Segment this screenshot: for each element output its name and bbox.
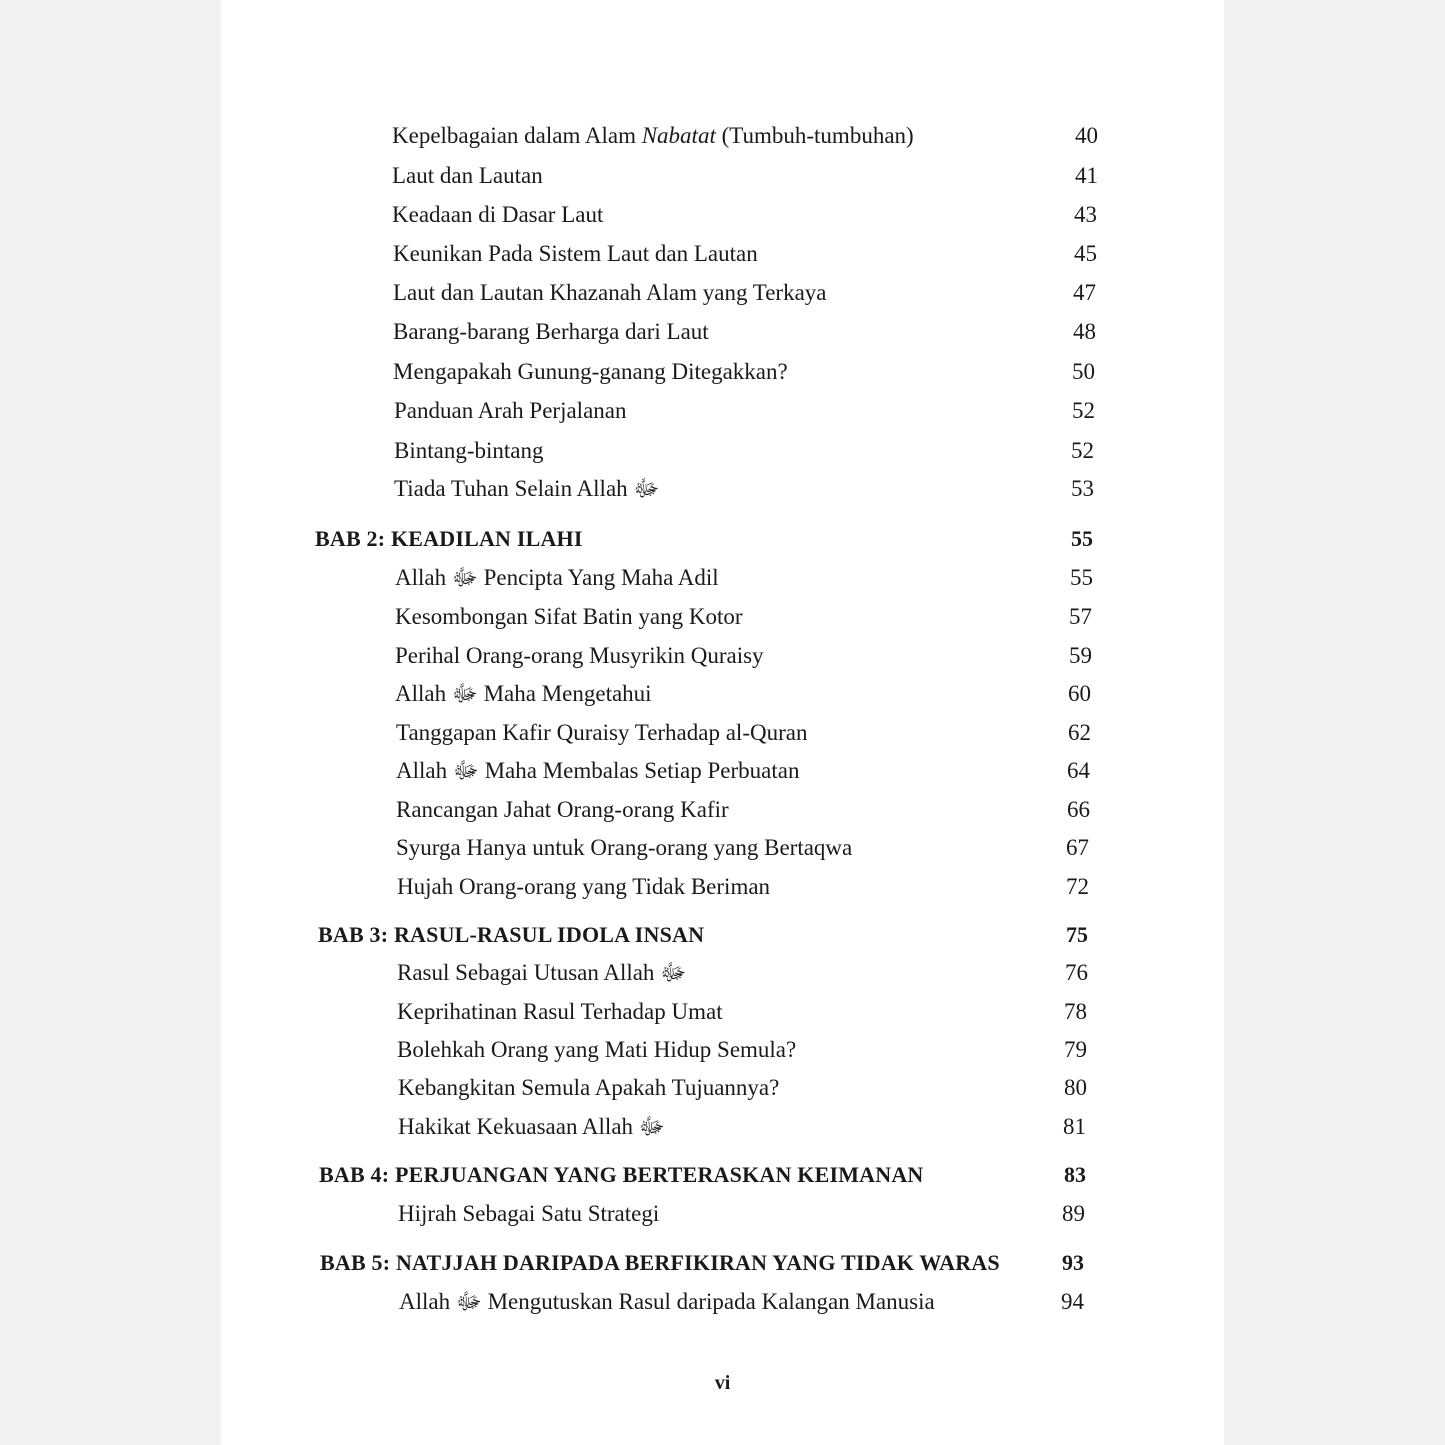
entry-title: Keprihatinan Rasul Terhadap Umat — [397, 999, 723, 1024]
entry-title: Allah ﷻ Maha Membalas Setiap Perbuatan — [396, 758, 800, 783]
page-reference: 47 — [1073, 280, 1096, 305]
page-reference: 78 — [1064, 999, 1087, 1024]
page-reference: 89 — [1062, 1201, 1085, 1226]
chapter-title: BAB 4: PERJUANGAN YANG BERTERASKAN KEIMANAN — [319, 1162, 924, 1187]
page-reference: 76 — [1065, 960, 1088, 985]
page-reference: 55 — [1070, 565, 1093, 590]
page-reference: 60 — [1068, 681, 1091, 706]
page-reference: 57 — [1069, 604, 1092, 629]
entry-title: Hujah Orang-orang yang Tidak Beriman — [397, 874, 771, 899]
page-reference: 40 — [1075, 123, 1098, 148]
page-reference: 75 — [1066, 922, 1088, 947]
page-reference: 52 — [1072, 398, 1095, 423]
page-number: vi — [714, 1372, 731, 1394]
page-reference: 94 — [1061, 1289, 1084, 1314]
entry-title: Keadaan di Dasar Laut — [392, 202, 604, 227]
page-reference: 72 — [1066, 874, 1089, 899]
page-reference: 48 — [1073, 319, 1096, 344]
entry-title: Allah ﷻ Maha Mengetahui — [395, 681, 652, 706]
entry-title-part: (Tumbuh-tumbuhan) — [715, 123, 914, 148]
page-reference: 45 — [1074, 241, 1097, 266]
entry-title: Kebangkitan Semula Apakah Tujuannya? — [398, 1075, 780, 1100]
entry-title: Kesombongan Sifat Batin yang Kotor — [395, 604, 743, 629]
page-reference: 55 — [1071, 526, 1093, 551]
chapter-title: BAB 2: KEADILAN ILAHI — [315, 526, 583, 551]
page-reference: 43 — [1074, 202, 1097, 227]
page-reference: 81 — [1063, 1114, 1086, 1139]
entry-title: Laut dan Lautan Khazanah Alam yang Terkaya — [393, 280, 827, 305]
entry-title: Allah ﷻ Pencipta Yang Maha Adil — [395, 565, 719, 590]
entry-title — [392, 122, 914, 150]
page-reference: 66 — [1067, 797, 1090, 822]
entry-title: Rasul Sebagai Utusan Allah ﷻ — [397, 960, 687, 985]
entry-title: Keunikan Pada Sistem Laut dan Lautan — [393, 241, 758, 266]
page-reference: 59 — [1069, 643, 1092, 668]
entry-title-italic: Nabatat — [641, 123, 716, 148]
entry-title: Hijrah Sebagai Satu Strategi — [398, 1201, 660, 1226]
table-of-contents — [221, 0, 1224, 1445]
entry-title: Panduan Arah Perjalanan — [394, 398, 627, 423]
chapter-title: BAB 5: NATJJAH DARIPADA BERFIKIRAN YANG TIDAK WARAS — [320, 1250, 1000, 1275]
page-reference: 80 — [1064, 1075, 1087, 1100]
book-page — [221, 0, 1224, 1445]
page-reference: 83 — [1064, 1162, 1086, 1187]
entry-title: Rancangan Jahat Orang-orang Kafir — [396, 797, 729, 822]
page-reference: 52 — [1071, 438, 1094, 463]
entry-title: Bolehkah Orang yang Mati Hidup Semula? — [397, 1037, 797, 1062]
entry-title: Barang-barang Berharga dari Laut — [393, 319, 709, 344]
entry-title: Hakikat Kekuasaan Allah ﷻ — [398, 1114, 665, 1139]
entry-title: Tanggapan Kafir Quraisy Terhadap al-Quran — [396, 720, 808, 745]
page-reference: 93 — [1062, 1250, 1084, 1275]
page-reference: 79 — [1064, 1037, 1087, 1062]
entry-title: Perihal Orang-orang Musyrikin Quraisy — [395, 643, 764, 668]
entry-title: Tiada Tuhan Selain Allah ﷻ — [394, 476, 660, 501]
page-reference: 53 — [1071, 476, 1094, 501]
entry-title: Mengapakah Gunung-ganang Ditegakkan? — [393, 359, 788, 384]
chapter-title: BAB 3: RASUL-RASUL IDOLA INSAN — [318, 922, 705, 947]
entry-title: Allah ﷻ Mengutuskan Rasul daripada Kalangan Manusia — [399, 1289, 935, 1314]
page-reference: 67 — [1066, 835, 1089, 860]
entry-title-part: Kepelbagaian dalam Alam — [392, 123, 642, 148]
entry-title: Bintang-bintang — [394, 438, 544, 463]
entry-title: Laut dan Lautan — [392, 163, 543, 188]
entry-title: Syurga Hanya untuk Orang-orang yang Bertaqwa — [396, 835, 853, 860]
page-reference: 41 — [1075, 163, 1098, 188]
page-reference: 64 — [1067, 758, 1090, 783]
page-reference: 62 — [1068, 720, 1091, 745]
page-reference: 50 — [1072, 359, 1095, 384]
